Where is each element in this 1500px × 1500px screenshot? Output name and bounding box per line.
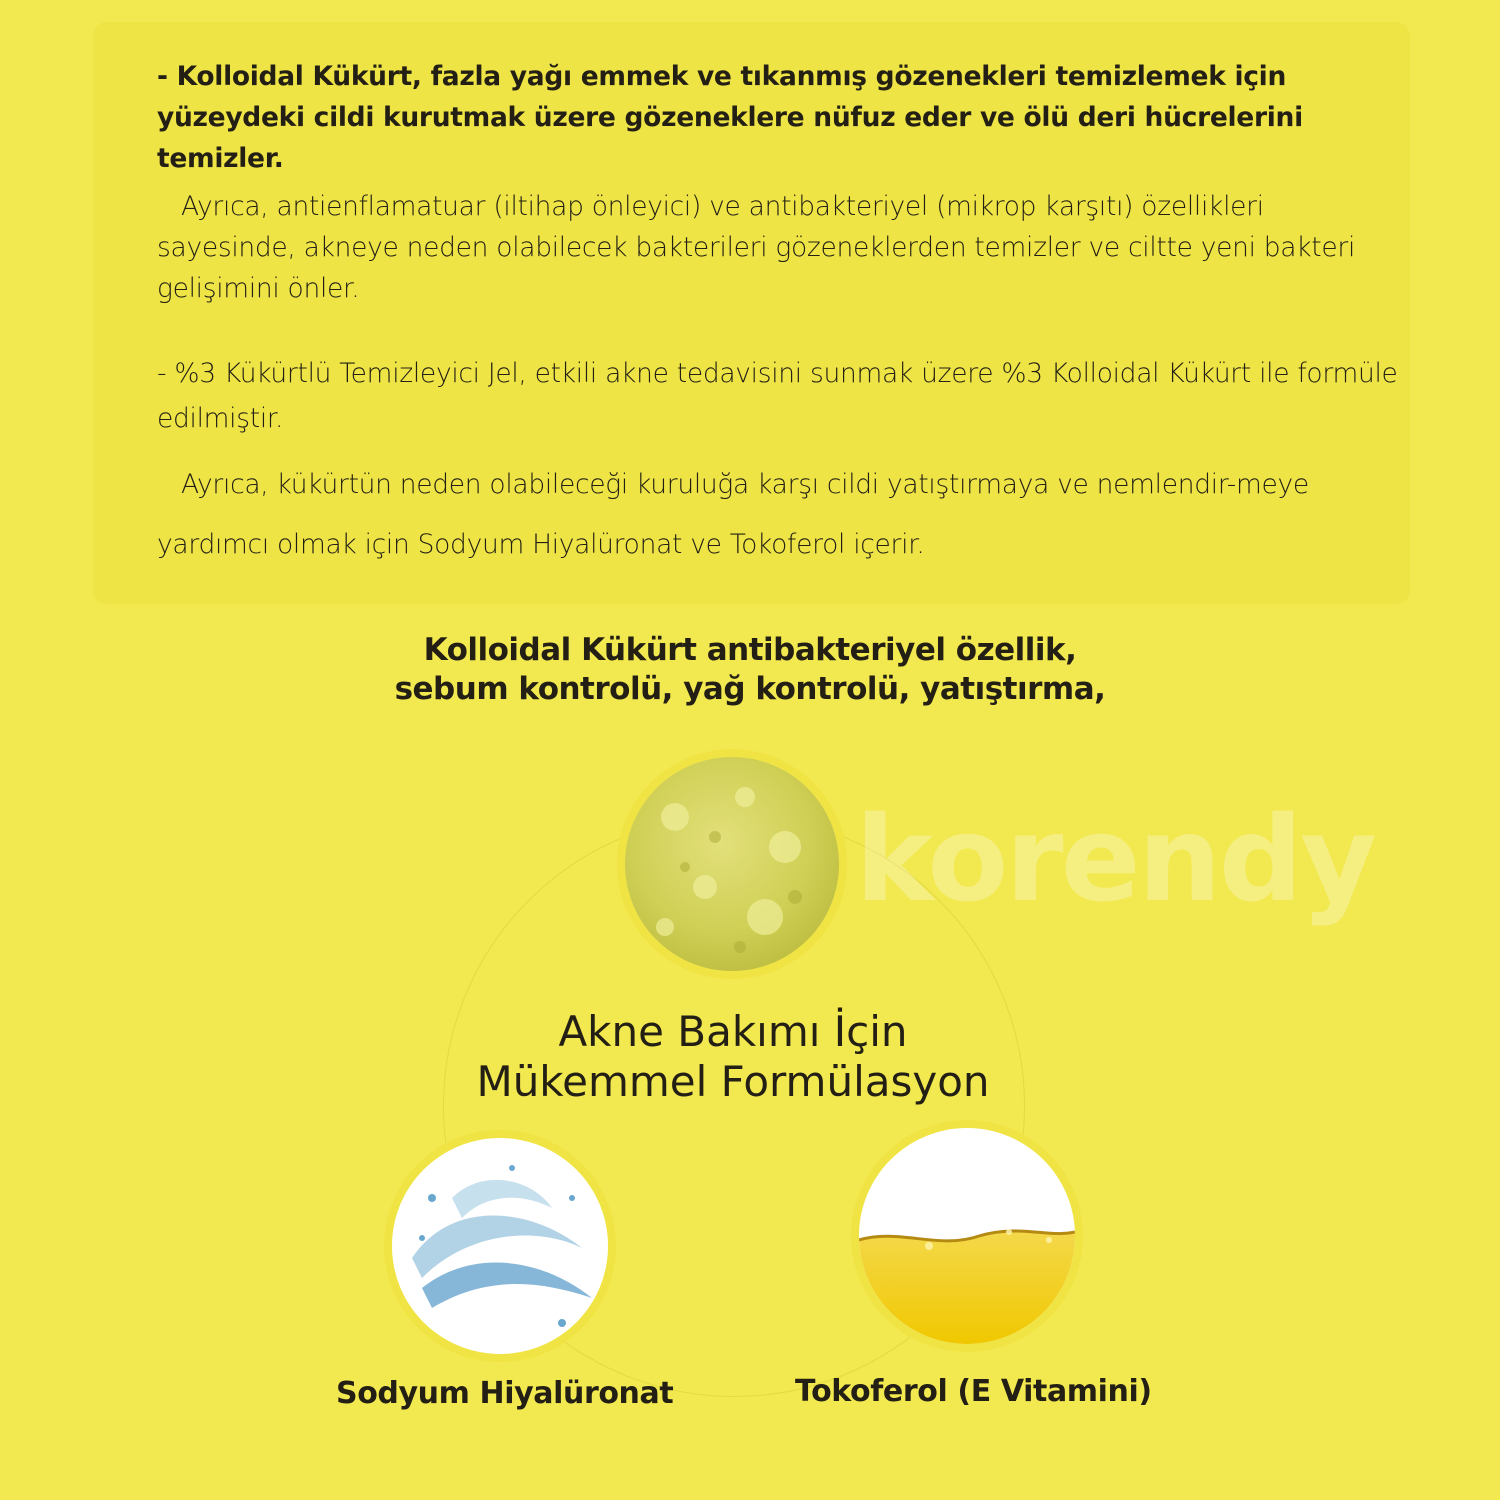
vitamin-e-oil-image [859,1128,1075,1344]
formulation-title [0,1007,1466,1107]
info-paragraph-antibacterial [157,186,1407,309]
brand-watermark: korendy [855,790,1374,928]
water-splash-image [392,1138,608,1354]
sulfur-powder-image [625,757,839,971]
info-paragraph-moisture-text: Ayrıca, kükürtün neden olabileceği kuruluğa karşı cildi yatıştırmaya ve nemlendir-meye yardımcı olmak için Sodyum Hiyalüronat ve Tokoferol içerir. [157,469,1309,560]
tocopherol-label: Tokoferol (E Vitamini) [795,1374,1152,1409]
info-paragraph-sulfur: - Kolloidal Kükürt, fazla yağı emmek ve tıkanmış gözenekleri temizlemek için yüzeydeki cildi kurutmak üzere gözeneklere nüfuz eder ve ölü deri hücrelerini temizler. [157,61,1303,174]
formulation-title-line2: Mükemmel Formülasyon [476,1057,990,1106]
sodium-hyaluronate-label: Sodyum Hiyalüronat [336,1376,674,1411]
benefits-headline-line2: sebum kontrolü, yağ kontrolü, yatıştırma, [394,671,1106,707]
info-paragraph-antibacterial-text: Ayrıca, antienflamatuar (iltihap önleyici) ve antibakteriyel (mikrop karşıtı) özellikleri sayesinde, akneye neden olabilecek bakterileri gözeneklerden temizler ve ciltte yeni bakteri gelişimini önler. [157,191,1356,304]
benefits-headline-line1: Kolloidal Kükürt antibakteriyel özellik, [423,632,1077,668]
formulation-title-line1: Akne Bakımı İçin [558,1007,908,1056]
info-paragraph-moisture [157,455,1407,575]
info-paragraph-gel: - %3 Kükürtlü Temizleyici Jel, etkili akne tedavisini sunmak üzere %3 Kolloidal Kükürt ile formüle edilmiştir. [157,358,1398,434]
benefits-headline [0,631,1500,709]
